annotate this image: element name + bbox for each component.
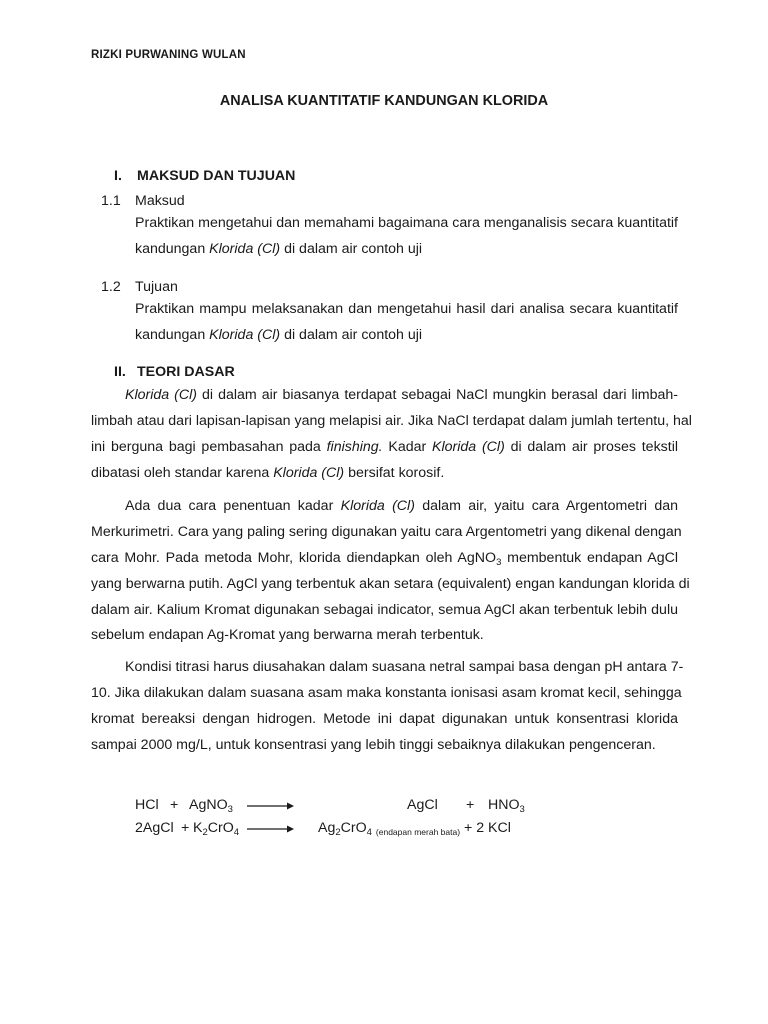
teori-paragraph-3 [91, 655, 684, 759]
section-2-heading [114, 364, 414, 382]
reaction-2-arrow-icon [247, 824, 295, 834]
paragraph-line: limbah atau dari lapisan-lapisan yang melapisi air. Jika NaCl terdapat dalam jumlah tertentu, hal [91, 412, 692, 429]
document-title: ANALISA KUANTITATIF KANDUNGAN KLORIDA [219, 93, 549, 109]
reaction-1-product-a: AgCl [407, 797, 438, 813]
author-header: RIZKI PURWANING WULAN [91, 49, 246, 61]
section-1-heading [114, 168, 414, 186]
reaction-2-plus: + [181, 820, 190, 836]
paragraph-line: Klorida (Cl) di dalam air biasanya terdapat sebagai NaCl mungkin berasal dari limbah- [125, 387, 679, 403]
reaction-2 [135, 820, 255, 840]
reaction-1-reactant-b: AgNO$_3$ [189, 797, 233, 815]
subsection-tujuan-number: 1.2 [101, 279, 121, 295]
section-1-title: MAKSUD DAN TUJUAN [137, 168, 296, 184]
section-2-number: II. [114, 364, 126, 380]
paragraph-line: dalam air. Kalium Kromat digunakan sebagai indicator, semua AgCl akan terbentuk lebih dulu [91, 601, 678, 618]
tujuan-paragraph [135, 297, 678, 349]
paragraph-line: Ada dua cara penentuan kadar Klorida (Cl) dalam air, yaitu cara Argentometri dan [125, 498, 679, 514]
reaction-1-products [407, 797, 547, 817]
maksud-line: kandungan Klorida (Cl) di dalam air contoh uji [135, 240, 423, 257]
reaction-1-plus-2: + [466, 797, 475, 813]
section-1-number: I. [114, 168, 122, 184]
maksud-paragraph [135, 211, 678, 263]
paragraph-line: kromat bereaksi dengan hidrogen. Metode ini dapat digunakan untuk konsentrasi klorida [91, 710, 678, 727]
reaction-1-product-b: $HNO_3$ [488, 797, 525, 815]
reaction-2-products [318, 820, 511, 840]
paragraph-line: Merkurimetri. Cara yang paling sering digunakan yaitu cara Argentometri yang dikenal dengan [91, 523, 682, 540]
paragraph-line: sampai 2000 mg/L, untuk konsentrasi yang lebih tinggi sebaiknya dilakukan pengenceran. [91, 736, 656, 753]
tujuan-line: Praktikan mampu melaksanakan dan mengetahui hasil dari analisa secara kuantitatif [135, 301, 678, 317]
maksud-line: Praktikan mengetahui dan memahami bagaimana cara menganalisis secara kuantitatif [135, 215, 678, 231]
subsection-maksud-label: Maksud [135, 193, 185, 209]
paragraph-line: cara Mohr. Pada metoda Mohr, klorida diendapkan oleh AgNO$_3$ membentuk endapan AgCl [91, 549, 679, 568]
subsection-maksud-heading [101, 193, 301, 211]
tujuan-line: kandungan Klorida (Cl) di dalam air contoh uji [135, 326, 423, 343]
reaction-2-reactant-a: 2AgCl [135, 820, 174, 836]
teori-paragraph-1 [91, 383, 692, 487]
reaction-2-reactant-b: $K_2CrO_4$ [193, 820, 240, 838]
subsection-maksud-number: 1.1 [101, 193, 121, 209]
reaction-2-product-a: $Ag_2CrO_4$ [318, 820, 372, 838]
paragraph-line: dibatasi oleh standar karena Klorida (Cl) bersifat korosif. [91, 464, 445, 481]
reaction-2-note: (endapan merah bata) [375, 827, 461, 837]
reaction-1-plus: + [170, 797, 179, 813]
reaction-1-reactant-a: HCl [135, 797, 159, 813]
reaction-1-arrow-icon [247, 801, 295, 811]
paragraph-line: sebelum endapan Ag-Kromat yang berwarna merah terbentuk. [91, 627, 484, 644]
paragraph-line: 10. Jika dilakukan dalam suasana asam maka konstanta ionisasi asam kromat kecil, sehingga [91, 684, 682, 701]
section-2-title: TEORI DASAR [137, 364, 235, 380]
subsection-tujuan-label: Tujuan [135, 279, 178, 295]
paragraph-line: Kondisi titrasi harus diusahakan dalam suasana netral sampai basa dengan pH antara 7- [125, 659, 684, 675]
subsection-tujuan-heading [101, 279, 301, 297]
teori-paragraph-2 [91, 494, 690, 649]
paragraph-line: yang berwarna putih. AgCl yang terbentuk akan setara (equivalent) engan kandungan klorida di [91, 575, 690, 592]
paragraph-line: ini berguna bagi pembasahan pada finishing. Kadar Klorida (Cl) di dalam air proses tekstil [91, 438, 679, 455]
reaction-2-product-b: + 2 KCl [464, 820, 511, 836]
